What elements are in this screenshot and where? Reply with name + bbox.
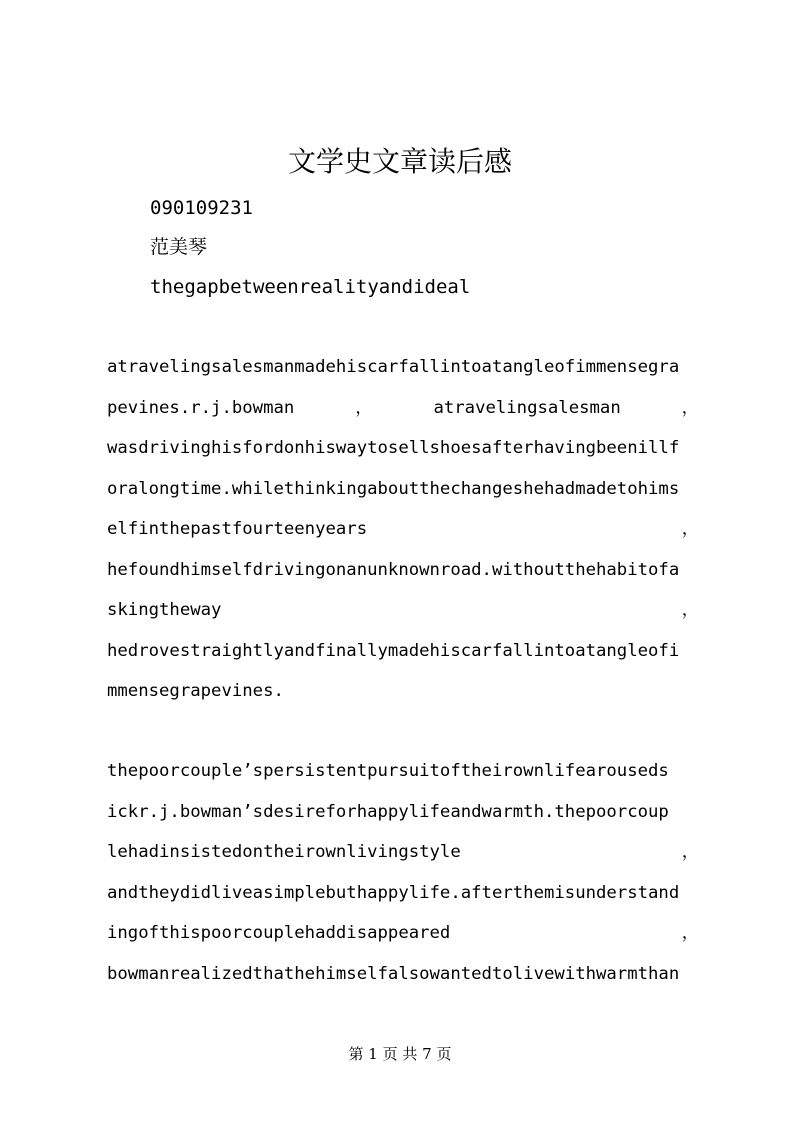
text-segment: ， xyxy=(355,397,373,418)
text-line: hefoundhimselfdrivingonanunknownroad.withoutthehabitofa xyxy=(107,559,680,580)
text-line: oralongtime.whilethinkingaboutthechangeshehadmadetohims xyxy=(107,478,680,499)
text-segment: ， xyxy=(681,519,699,539)
text-segment: elfinthepastfourteenyears xyxy=(107,519,368,539)
text-line: ickr.j.bowman’sdesireforhappylifeandwarmth.thepoorcoup xyxy=(107,801,669,822)
text-segment: pevines.r.j.bowman xyxy=(107,397,295,418)
text-segment: ， xyxy=(681,842,699,862)
paragraph-2 xyxy=(107,751,699,994)
text-line xyxy=(107,913,699,954)
text-line: mmensegrapevines. xyxy=(107,681,284,701)
paragraph-1 xyxy=(107,347,699,712)
essay-title: thegapbetweenrealityandideal xyxy=(150,276,471,298)
text-segment: ， xyxy=(681,600,699,620)
text-line: andtheydidliveasimplebuthappylife.afterthemisunderstand xyxy=(107,882,680,903)
text-line: hedrovestraightlyandfinallymadehiscarfallintoatangleofi xyxy=(107,640,680,661)
author-name: 范美琴 xyxy=(150,236,208,258)
text-segment: skingtheway xyxy=(107,600,222,620)
text-segment: ， xyxy=(681,397,699,418)
text-line xyxy=(107,509,699,550)
text-segment: ， xyxy=(681,923,699,943)
text-line xyxy=(107,590,699,631)
text-line: bowmanrealizedthathehimselfalsowantedtolivewithwarmthan xyxy=(107,963,680,984)
document-title: 文学史文章读后感 xyxy=(287,145,512,178)
text-line: atravelingsalesmanmadehiscarfallintoatangleofimmensegra xyxy=(107,357,680,377)
text-line: wasdrivinghisfordonhiswaytosellshoesafterhavingbeenillf xyxy=(107,438,680,458)
student-id: 090109231 xyxy=(150,197,253,219)
text-segment: atravelingsalesman xyxy=(433,397,621,418)
text-line xyxy=(107,388,699,429)
page-indicator: 第 1 页 共 7 页 xyxy=(348,1045,452,1063)
text-segment: ingofthispoorcouplehaddisappeared xyxy=(107,923,451,943)
text-segment: lehadinsistedontheirownlivingstyle xyxy=(107,842,461,862)
text-line xyxy=(107,832,699,873)
text-line: thepoorcouple’spersistentpursuitoftheirownlifearouseds xyxy=(107,761,669,781)
